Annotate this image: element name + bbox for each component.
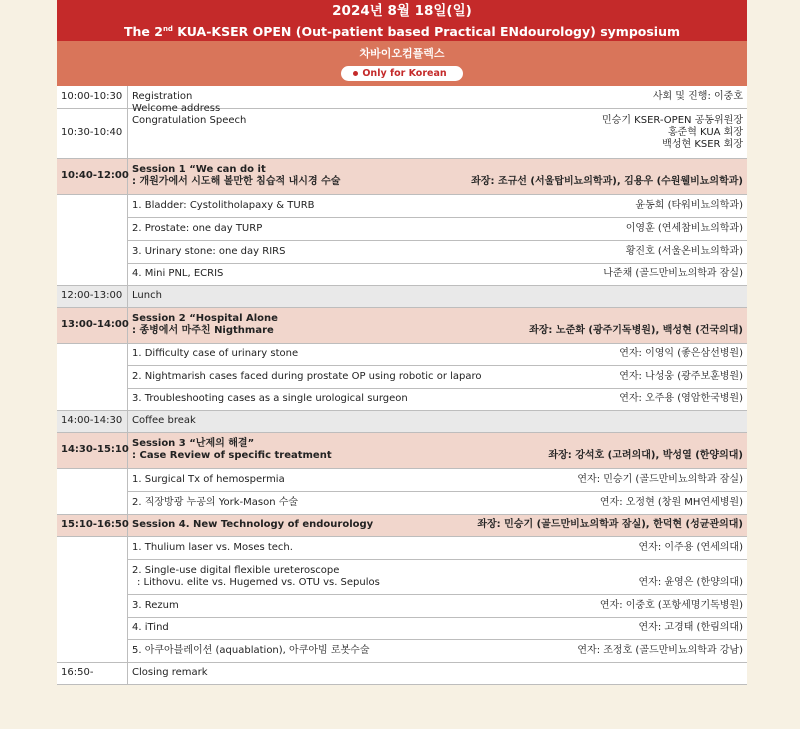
table-row: 3. Urinary stone: one day RIRS 황진호 (서울온비뇨의학과) (57, 240, 747, 263)
table-row: 3. Troubleshooting cases as a single urological surgeon 연자: 오주용 (영암한국병원) (57, 388, 747, 410)
table-row: 4. iTind 연자: 고경태 (한림의대) (57, 617, 747, 639)
table-row: 10:30-10:40 Welcome address Congratulation Speech 민승기 KSER-OPEN 공동위원장 홍준혁 KUA 회장 백성현 KSER 회장 (57, 108, 747, 158)
table-row: 1. Surgical Tx of hemospermia 연자: 민승기 (골드만비뇨의학과 잠실) (57, 468, 747, 491)
table-row: 2. Nightmarish cases faced during prostate OP using robotic or laparo 연자: 나성웅 (광주보훈병원) (57, 365, 747, 388)
table-row: 1. Thulium laser vs. Moses tech. 연자: 이주용 (연세의대) (57, 536, 747, 559)
table-row: 1. Difficulty case of urinary stone 연자: 이영익 (좋은삼선병원) (57, 343, 747, 365)
program-schedule (57, 0, 747, 685)
venue-name: 차바이오컴플렉스 (359, 47, 445, 60)
table-row: 2. Prostate: one day TURP 이영훈 (연세참비뇨의학과) (57, 217, 747, 240)
table-row: 1. Bladder: Cystolitholapaxy & TURB 윤동희 (타워비뇨의학과) (57, 194, 747, 217)
bullet-icon (353, 71, 358, 76)
table-row: 2. 직장방광 누공의 York-Mason 수술 연자: 오정현 (창원 MH연세병원) (57, 491, 747, 514)
korean-only-badge: Only for Korean (341, 66, 462, 81)
session-row: 10:40-12:00 Session 1 “We can do it : 개원가에서 시도해 볼만한 침습적 내시경 수술 좌장: 조규선 (서울탑비뇨의학과), 김용우 (수원웰비뇨의학과) (57, 158, 747, 194)
table-row: 10:00-10:30 Registration 사회 및 진행: 이중호 (57, 86, 747, 108)
table-row: 4. Mini PNL, ECRIS 나준채 (골드만비뇨의학과 잠실) (57, 263, 747, 285)
session-row: 14:30-15:10 Session 3 “난제의 해결” : Case Review of specific treatment 좌장: 강석호 (고려의대), 박성열 (한양의대) (57, 432, 747, 468)
table-row: 16:50- Closing remark (57, 662, 747, 684)
event-title: The 2nd KUA-KSER OPEN (Out-patient based Practical ENdourology) symposium (123, 24, 681, 40)
venue-banner (57, 41, 747, 86)
table-row: 5. 아쿠아블레이션 (aquablation), 아쿠아빔 로봇수술 연자: 조정호 (골드만비뇨의학과 강남) (57, 639, 747, 662)
table-row: 3. Rezum 연자: 이중호 (포항세명기독병원) (57, 594, 747, 617)
schedule-table (57, 86, 747, 685)
break-row: 12:00-13:00 Lunch (57, 285, 747, 307)
session-row: 15:10-16:50 Session 4. New Technology of endourology 좌장: 민승기 (골드만비뇨의학과 잠실), 한덕현 (성균관의대) (57, 514, 747, 536)
break-row: 14:00-14:30 Coffee break (57, 410, 747, 432)
table-row: 2. Single-use digital flexible ureteroscope : Lithovu. elite vs. Hugemed vs. OTU vs. Sepulos 연자: 윤영은 (한양의대) (57, 559, 747, 594)
session-row: 13:00-14:00 Session 2 “Hospital Alone : 종병에서 마주친 Nigthmare 좌장: 노준화 (광주기독병원), 백성현 (건국의대) (57, 307, 747, 343)
event-date: 2024년 8월 18일(일) (332, 3, 472, 19)
header-banner (57, 0, 747, 41)
